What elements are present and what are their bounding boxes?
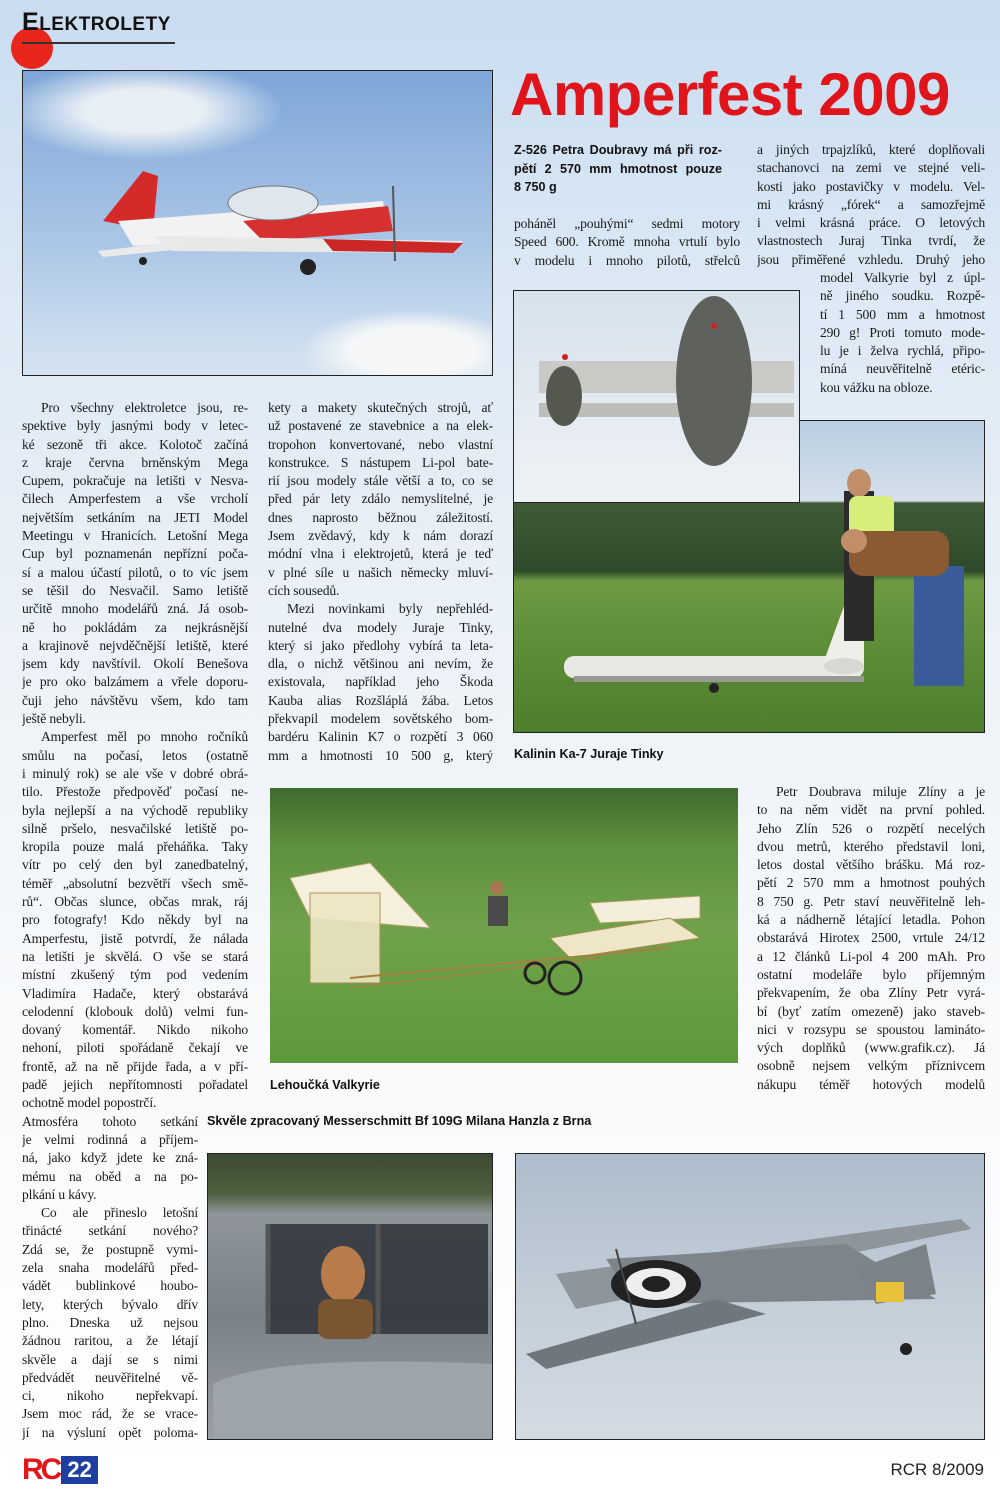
- text-line: spektive byly jasnými body v letec-: [22, 418, 248, 434]
- text-line: Mezi novinkami byly nepřehléd-: [287, 601, 493, 617]
- text-line: nákupu téměř hotových modelů: [757, 1076, 985, 1092]
- text-column-1: [22, 399, 248, 1113]
- text-line: i velmi krásná práce. O letových: [757, 215, 985, 231]
- text-column-5: [757, 783, 985, 1094]
- paragraph: [268, 600, 493, 765]
- text-line: silně pršelo, nesvačilské letiště po-: [22, 820, 248, 836]
- text-line: největším setkáním na JETI Model: [22, 509, 248, 525]
- text-line: a jiných trpajzlíků, které doplňovali: [757, 142, 985, 157]
- text-line: předvádět neuvěřitelné vě-: [22, 1369, 198, 1385]
- text-line: nutelné dva modely Juraje Tinky,: [268, 619, 493, 635]
- section-name: LEKTROLETY: [39, 14, 171, 35]
- text-line: ještě nebyli.: [22, 711, 86, 727]
- text-line: místní zkušený tým pod vedením: [22, 967, 248, 983]
- text-line: Amperfest měl po mnoho ročníků: [41, 729, 248, 745]
- text-line: žádnou raritou, a že létají: [22, 1333, 198, 1349]
- text-line: dla, o nichž většinou ani nevím, že: [268, 656, 493, 672]
- kalinin-flight-illustration: [514, 291, 800, 503]
- article-title: Amperfest 2009: [510, 61, 950, 128]
- text-line: Cup byl poznamenán nepřízní poča-: [22, 546, 248, 562]
- text-line: to na něm vidět na první pohled.: [757, 802, 985, 818]
- text-line: třinácté setkání nového?: [22, 1223, 198, 1239]
- text-line: padě jejich nepřítomnosti pořadatel: [22, 1076, 248, 1092]
- section-label: [22, 8, 171, 37]
- text-line: dvou metrů, kterého představil loni,: [757, 838, 985, 854]
- page-number: 22: [61, 1456, 97, 1484]
- text-line: z kraje června brněnským Mega: [22, 454, 248, 470]
- text-line: lu je i želva rychlá, připo-: [820, 343, 985, 359]
- text-line: Jeho Zlín 526 o rozpětí necelých: [757, 820, 985, 836]
- photo-messerschmitt-cockpit: [207, 1153, 493, 1440]
- caption-kalinin: Kalinin Ka-7 Juraje Tinky: [514, 747, 664, 761]
- text-line: 8 750 g. Petr staví neuvěřitelně leh-: [757, 893, 985, 909]
- text-line: ochotně model popostrčí.: [22, 1095, 157, 1111]
- paragraph: [22, 728, 248, 1112]
- text-line: ci, nikoho nepřekvapí.: [22, 1388, 198, 1404]
- paragraph: [757, 141, 985, 269]
- photo-kalinin-flight: [513, 290, 800, 503]
- text-line: rií jsou modely stále větší a to, co se: [268, 473, 493, 489]
- text-line: kety a makety skutečných strojů, ať: [268, 400, 493, 415]
- caption-valkyrie: Lehoučká Valkyrie: [270, 1078, 380, 1092]
- magazine-logo: [22, 1453, 98, 1486]
- caption-line: pětí 2 570 mm hmotnost pouze: [514, 161, 722, 176]
- section-rule: [22, 42, 175, 44]
- text-line: Speed 600. Kromě mnoha vrtulí bylo: [514, 234, 740, 250]
- text-line: cích sousedů.: [268, 582, 340, 598]
- caption-zlin: [514, 141, 722, 197]
- text-line: Amperfestu, jistě potvrdí, že nálada: [22, 930, 248, 946]
- text-line: vádět bublinkové houbo-: [22, 1278, 198, 1294]
- text-line: byla nejlepší a na východě republiky: [22, 802, 248, 818]
- text-line: 290 g! Proti tomuto mode-: [820, 324, 985, 340]
- text-line: zela snaha modelářů před-: [22, 1260, 198, 1276]
- paragraph: [268, 399, 493, 600]
- photo-valkyrie: [270, 788, 738, 1063]
- text-line: osobně nejsem velkým příznivcem: [757, 1058, 985, 1074]
- cockpit-illustration: [208, 1154, 493, 1440]
- text-line: mi krásný „fórek“ a samozřejmě: [757, 196, 985, 212]
- text-line: bí (byť zatím omezeně) jako staveb-: [757, 1003, 985, 1019]
- text-line: je velmi rodinná a příjem-: [22, 1131, 198, 1147]
- text-line: je pro oko balzámem a vřele doporu-: [22, 674, 248, 690]
- text-line: určitě mnoho modelářů zná. Já osob-: [22, 601, 248, 617]
- text-line: nici v rozsypu se spoustou lamináto-: [757, 1021, 985, 1037]
- text-line: dnes naprosto běžnou záležitostí.: [268, 509, 493, 525]
- text-line: dovaný komentář. Nikdo nikoho: [22, 1022, 248, 1038]
- text-line: téměř „absolutní bezvětří všech smě-: [22, 875, 248, 891]
- caption-messerschmitt: Skvěle zpracovaný Messerschmitt Bf 109G Milana Hanzla z Brna: [207, 1114, 592, 1128]
- text-line: kou vážku na obloze.: [820, 379, 933, 395]
- text-line: se těšil do Nesvačil. Samo letiště: [22, 582, 248, 598]
- text-line: Kauba alias Rozšláplá žába. Letos: [268, 692, 493, 708]
- text-line: Meetingu v Hranicích. Letošní Mega: [22, 528, 248, 544]
- text-line: Jsem moc rád, že se vrace-: [22, 1406, 198, 1422]
- text-line: smůlu na počasí, letos (ostatně: [22, 747, 248, 763]
- text-line: lety, kterých bývalo dřív: [22, 1296, 198, 1312]
- text-line: Zdá se, že postupně vymi-: [22, 1241, 198, 1257]
- text-line: skvěle a dají se s nimi: [22, 1351, 198, 1367]
- paragraph: [22, 399, 248, 728]
- text-line: už postavené ze stavebnice a na elek-: [268, 418, 493, 434]
- text-line: tropohon konvertované, nebo vlastní: [268, 436, 493, 452]
- text-line: který si jako předlohy vybírá ta leta-: [268, 637, 493, 653]
- text-line: v modelu i mnoho pilotů, střelců: [514, 252, 740, 268]
- paragraph: [22, 1204, 198, 1442]
- text-line: letos dostal většího brášku. Má roz-: [757, 857, 985, 873]
- text-line: pro fotografy! Kdo někdy byl na: [22, 912, 248, 928]
- text-line: Petr Doubrava miluje Zlíny a je: [776, 784, 985, 799]
- logo-letters: RC: [22, 1453, 60, 1486]
- text-line: obstarává Hirotex 2500, vrtule 24/12: [757, 930, 985, 946]
- text-line: celodenní (klobouk dolů) velmi fun-: [22, 1003, 248, 1019]
- text-line: a 12 článků Li-pol 4 200 mAh. Pro: [757, 948, 985, 964]
- text-column-4: [757, 141, 985, 269]
- text-line: před pár lety zdálo nemyslitelné, je: [268, 491, 493, 507]
- text-column-2: [268, 399, 493, 765]
- paragraph: [514, 215, 740, 270]
- text-line: Cupem, pokračuje na letišti v Nesva-: [22, 473, 248, 489]
- text-line: frontě, až na ně přijde řada, a v pří-: [22, 1058, 248, 1074]
- text-line: kropila pouze malá přeháňka. Taky: [22, 839, 248, 855]
- text-line: a krajinově nejvděčnější letiště, které: [22, 637, 248, 653]
- text-line: i minulý rok) se ale vše v dobré obrá-: [22, 765, 248, 781]
- text-line: jí na výsluní opět poloma-: [22, 1424, 198, 1440]
- text-line: model Valkyrie byl z úpl-: [820, 270, 985, 285]
- text-column-3: [514, 215, 740, 270]
- text-line: Pro všechny elektroletce jsou, re-: [41, 400, 248, 415]
- text-line: Jsem zvědavý, kdy k nám dorazí: [268, 528, 493, 544]
- text-line: překvapil modelem sovětského bom-: [268, 711, 493, 727]
- text-line: ně ho pokládám za nejkrásnější: [22, 619, 248, 635]
- text-line: ně jiného soudku. Rozpě-: [820, 288, 985, 304]
- text-line: vítr po celý den byl zanedbatelný,: [22, 857, 248, 873]
- section-initial: E: [22, 8, 40, 36]
- text-line: čilech Amperfestem a vše vrcholí: [22, 491, 248, 507]
- text-line: ká a nádherně létající letadla. Pohon: [757, 912, 985, 928]
- paragraph: [757, 783, 985, 1094]
- text-line: sí a malou účastí pilotů, o to víc jsem: [22, 564, 248, 580]
- text-line: bardéru Kalinin K7 o rozpětí 3 060: [268, 729, 493, 745]
- photo-messerschmitt-flight: [515, 1153, 985, 1440]
- text-line: míná neuvěřitelně etéric-: [820, 361, 985, 377]
- paragraph: [22, 1113, 198, 1204]
- text-line: kosti jako postavičky v modelu. Vel-: [757, 178, 985, 194]
- text-line: na letišti je skvělá. O vše se stará: [22, 948, 248, 964]
- valkyrie-illustration: [270, 788, 738, 1063]
- text-line: módní vlna i elektrojetů, která je teď: [268, 546, 493, 562]
- text-column-4-narrow: [820, 269, 985, 397]
- paragraph: [820, 269, 985, 397]
- text-line: mm a hmotnosti 10 500 g, který: [268, 747, 493, 763]
- text-line: poháněl „pouhými“ sedmi motory: [514, 216, 740, 231]
- text-column-1-narrow: [22, 1113, 198, 1442]
- caption-line: 8 750 g: [514, 180, 557, 194]
- text-line: Atmosféra tohoto setkání: [22, 1113, 198, 1129]
- caption-line: Z-526 Petra Doubravy má při roz-: [514, 143, 722, 157]
- text-line: ostatní modeláře bylo příjemným: [757, 966, 985, 982]
- text-line: plno. Dneska už nejsou: [22, 1314, 198, 1330]
- text-line: mému na oběd a na po-: [22, 1168, 198, 1184]
- photo-zlin-526: [22, 70, 493, 376]
- issue-label: RCR 8/2009: [890, 1460, 984, 1479]
- text-line: nehoní, piloti spořádaně čekají ve: [22, 1040, 248, 1056]
- text-line: stachanovci na zemi ve stejné veli-: [757, 160, 985, 176]
- text-line: Co ale přineslo letošní: [41, 1205, 198, 1221]
- text-line: Vladimíra Hadače, který obstarává: [22, 985, 248, 1001]
- text-line: překvapením, že oba Zlíny Petr vyrá-: [757, 985, 985, 1001]
- text-line: ná, jako když jdete ke zná-: [22, 1150, 198, 1166]
- text-line: rů“. Občas slunce, občas mrak, ráj: [22, 894, 248, 910]
- text-line: čuji jeho návštěvu všem, kdo tam: [22, 692, 248, 708]
- messerschmitt-illustration: [516, 1154, 985, 1440]
- text-line: vlastnostech Juraj Tinka tvrdí, že: [757, 233, 985, 249]
- text-line: pětí 2 570 mm a hmotnost pouhých: [757, 875, 985, 891]
- text-line: vých doplňků (www.grafik.cz). Já: [757, 1040, 985, 1056]
- zlin-airplane-illustration: [23, 71, 493, 376]
- text-line: jsem kdy navštívil. Okolí Benešova: [22, 656, 248, 672]
- text-line: jsou přiměřené vzhledu. Druhý jeho: [757, 251, 985, 267]
- text-line: v plné síle u našich německy mluví-: [268, 564, 493, 580]
- text-line: tilo. Přestože předpověď počasí ne-: [22, 784, 248, 800]
- text-line: ké sezoně tři akce. Kolotoč začíná: [22, 436, 248, 452]
- text-line: tí 1 500 mm a hmotnost: [820, 306, 985, 322]
- text-line: existovala, například jeho Škoda: [268, 674, 493, 690]
- text-line: konstrukce. S nástupem Li-pol bate-: [268, 454, 493, 470]
- text-line: plkání u kávy.: [22, 1186, 97, 1202]
